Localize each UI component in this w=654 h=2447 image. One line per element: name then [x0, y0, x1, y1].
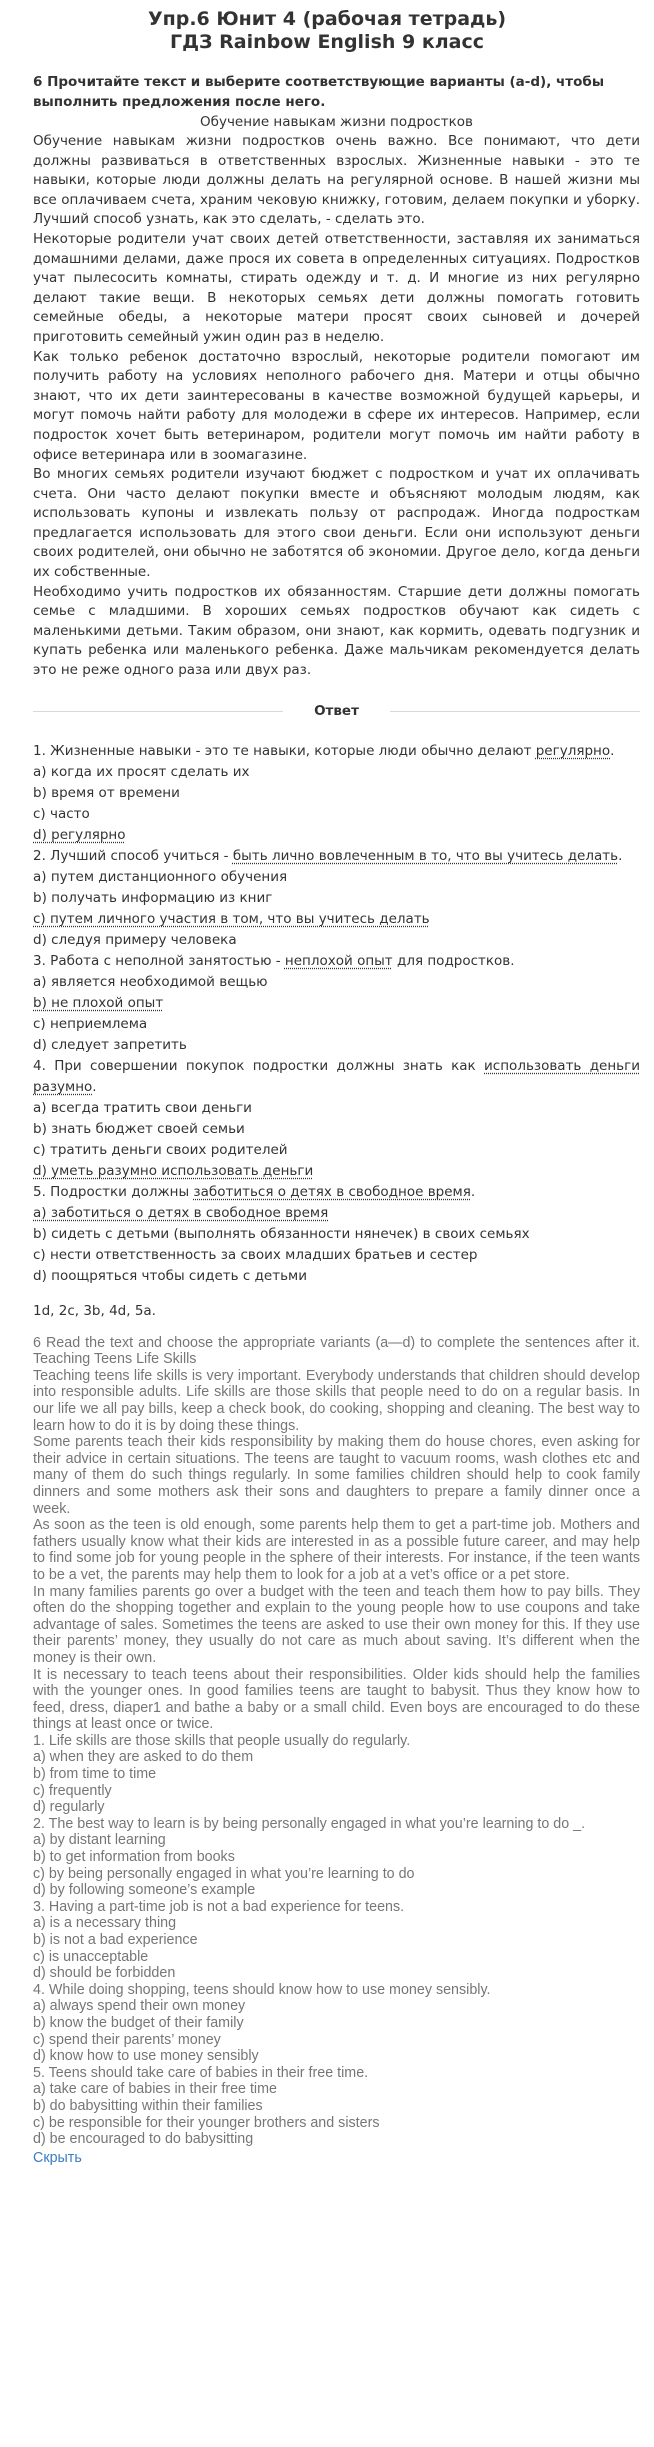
title-line-2: ГДЗ Rainbow English 9 класс [169, 31, 485, 53]
ru-paragraph: Некоторые родители учат своих детей ответственности, заставляя их заниматься домашними делами, даже прося их совета в определенных ситуациях. Подростков учат пылесосить комнаты, стирать одежду и т. д. И многие из них регулярно делают такие вещи. В некоторых семьях дети должны помогать готовить семейные обеды, а некоторые матери просят своих сыновей и дочерей приготовить семейный ужин один раз в неделю. [33, 230, 640, 345]
page-title [0, 8, 654, 54]
answer-option: a) когда их просят сделать их [33, 763, 250, 780]
question-stem-end: . [618, 847, 623, 864]
question-stem: 1. Жизненные навыки - это те навыки, которые люди обычно делают [33, 742, 536, 759]
correct-option: b) не плохой опыт [33, 994, 164, 1011]
answer-option: b) получать информацию из книг [33, 889, 273, 906]
en-question-line: a) by distant learning [33, 1832, 166, 1849]
en-question-line: 2. The best way to learn is by being personally engaged in what you’re learning to do _. [33, 1815, 586, 1832]
answer-option: c) часто [33, 805, 90, 822]
en-paragraph: Teaching teens life skills is very important. Everybody understands that children should develop into responsible adults. Life skills are those skills that people need to do on a regular basis. In our life we all pay bills, keep a check book, do cooking, shopping and cleaning. The best way to learn how to do it is by doing these things. [33, 1367, 640, 1434]
answer-option: b) время от времени [33, 784, 180, 801]
answer-option: a) является необходимой вещью [33, 973, 268, 990]
correct-option: d) регулярно [33, 826, 126, 843]
en-question-line: b) to get information from books [33, 1849, 235, 1866]
question-stem-end: . [470, 1183, 476, 1200]
en-paragraph: As soon as the teen is old enough, some parents help them to get a part-time job. Mothers and fathers usually know what their kids are interested in as a possible future career, and may help to find some job for young people in the sphere of their interests. For instance, if the teen wants to be a vet, the parents may help them to look for a job at a vet’s office or a pet store. [33, 1517, 640, 1583]
en-question-line: a) always spend their own money [33, 1998, 246, 2015]
en-question-line: 3. Having a part-time job is not a bad experience for teens. [33, 1898, 405, 1915]
en-question-line: 4. While doing shopping, teens should know how to use money sensibly. [33, 1981, 491, 1998]
en-question-line: c) spend their parents’ money [33, 2031, 221, 2048]
en-question-line: b) is not a bad experience [33, 1932, 198, 1948]
task-instruction: 6 Прочитайте текст и выберите соответствующие варианты (a-d), чтобы выполнить предложения после него. [33, 74, 605, 110]
ru-paragraph: Необходимо учить подростков их обязанностям. Старшие дети должны помогать семье с младшими. В хороших семьях подростков обучают как сидеть с маленькими детьми. Таким образом, они знают, как кормить, одевать подгузник и купать ребенка или маленького ребенка. Даже мальчикам рекомендуется делать это не реже одного раза или двух раз. [33, 583, 640, 679]
en-question-line: d) know how to use money sensibly [33, 2048, 259, 2065]
question-stem-end: . [610, 742, 615, 759]
question-stem-end: . [92, 1078, 97, 1095]
title-line-1: Упр.6 Юнит 4 (рабочая тетрадь) [147, 8, 507, 30]
correct-option: d) уметь разумно использовать деньги [33, 1162, 314, 1179]
answer-option: b) знать бюджет своей семьи [33, 1120, 245, 1137]
en-question-line: b) know the budget of their family [33, 2014, 244, 2031]
content [0, 72, 654, 2168]
question-key-phrase: быть лично вовлеченным в то, что вы учитесь делать [232, 847, 619, 864]
en-question-line: b) from time to time [33, 1766, 157, 1783]
answer-option: d) поощряться чтобы сидеть с детьми [33, 1267, 307, 1284]
question-key-phrase: использовать деньги разумно [33, 1057, 641, 1095]
answer-question-3 [33, 951, 640, 972]
ru-paragraph: Обучение навыкам жизни подростков очень важно. Все понимают, что дети должны развиваться в ответственных взрослых. Жизненные навыки - это те навыки, которые люди должны делать на регулярной основе. В нашей жизни мы все оплачиваем счета, храним чековую книжку, готовим, делаем покупки и уборку. Лучший способ узнать, как это сделать, - сделать это. [33, 133, 640, 228]
en-question-line: d) should be forbidden [33, 1965, 176, 1982]
answer-label: Ответ [314, 702, 359, 719]
divider-line-right [390, 711, 640, 712]
question-key-phrase: заботиться о детях в свободное время [193, 1183, 471, 1200]
answer-option: d) следует запретить [33, 1036, 187, 1053]
en-question-line: c) frequently [33, 1782, 112, 1799]
en-question-line: a) take care of babies in their free time [33, 2081, 277, 2098]
answer-option: b) сидеть с детьми (выполнять обязанности нянечек) в своих семьях [33, 1225, 530, 1242]
en-question-line: c) by being personally engaged in what you’re learning to do [33, 1865, 415, 1882]
en-question-line: 5. Teens should take care of babies in their free time. [33, 2064, 369, 2081]
answer-option: c) неприемлема [33, 1015, 148, 1032]
hide-link[interactable]: Скрыть [33, 2149, 82, 2166]
question-stem: 3. Работа с неполной занятостью - [33, 952, 285, 969]
short-answer: 1d, 2c, 3b, 4d, 5a. [33, 1302, 156, 1319]
answer-option: d) следуя примеру человека [33, 931, 237, 948]
ru-paragraph: Во многих семьях родители изучают бюджет с подростком и учат их оплачивать счета. Они часто делают покупки вместе и объясняют молодым людям, как использовать купоны и извлекать пользу от распродаж. Иногда подросткам предлагается использовать для этого свои деньги. Если они используют деньги своих родителей, они обычно не заботятся об экономии. Другое дело, когда деньги их собственные. [33, 466, 640, 581]
answer-option: a) путем дистанционного обучения [33, 868, 288, 885]
answer-question-2 [33, 846, 640, 867]
answer-question-4 [33, 1056, 640, 1098]
en-question-line: d) be encouraged to do babysitting [33, 2131, 254, 2148]
en-question-line: d) regularly [33, 1799, 105, 1816]
question-key-phrase: неплохой опыт [284, 952, 393, 969]
answer-option: c) тратить деньги своих родителей [33, 1141, 288, 1158]
correct-option: a) заботиться о детях в свободное время [33, 1204, 329, 1221]
en-question-line: c) be responsible for their younger brothers and sisters [33, 2114, 380, 2131]
en-question-line: c) is unacceptable [33, 1948, 149, 1965]
en-paragraph: In many families parents go over a budget with the teen and teach them how to pay bills. They often do the shopping together and explain to the young people how to use coupons and take advantage of sales. Sometimes the teens are asked to use their own money for this. If they use their parents’ money, they usually do not care as much about saving. It’s different when the money is their own. [33, 1583, 640, 1666]
answer-divider [33, 701, 640, 721]
en-question-line: d) by following someone’s example [33, 1882, 256, 1899]
answer-option: c) нести ответственность за своих младших братьев и сестер [33, 1246, 478, 1263]
en-question-line: a) is a necessary thing [33, 1915, 177, 1932]
en-paragraph: Some parents teach their kids responsibility by making them do house chores, even asking for their advice in certain situations. The teens are taught to vacuum rooms, wash clothes etc and many of them do such things regularly. In some families children should help to cook family dinners and some mothers ask their sons and daughters to prepare a family dinner once a week. [33, 1434, 640, 1517]
en-question-line: b) do babysitting within their families [33, 2097, 263, 2114]
question-stem-end: для подростков. [392, 952, 515, 969]
question-stem: 4. При совершении покупок подростки должны знать как [33, 1057, 485, 1074]
en-question-line: a) when they are asked to do them [33, 1749, 254, 1766]
text-title: Обучение навыкам жизни подростков [200, 114, 473, 130]
answer-question-5 [33, 1182, 640, 1203]
question-key-phrase: регулярно [535, 742, 611, 759]
en-instruction: 6 Read the text and choose the appropriate variants (a—d) to complete the sentences after it. Teaching Teens Life Skills [33, 1334, 640, 1368]
ru-paragraph: Как только ребенок достаточно взрослый, некоторые родители помогают им получить работу на условиях неполного рабочего дня. Матери и отцы обычно знают, что их дети заинтересованы в качестве возможной будущей карьеры, и могут помочь найти работу для молодежи в сфере их интересов. Например, если подросток хочет быть ветеринаром, родители могут помочь им найти работу в офисе ветеринара или в зоомагазине. [33, 348, 640, 463]
en-question-line: 1. Life skills are those skills that people usually do regularly. [33, 1732, 411, 1749]
answer-option: a) всегда тратить свои деньги [33, 1099, 252, 1116]
question-stem: 2. Лучший способ учиться - [33, 847, 233, 864]
answer-question-1 [33, 741, 640, 762]
english-section [33, 1335, 640, 2148]
correct-option: c) путем личного участия в том, что вы учитесь делать [33, 910, 430, 927]
question-stem: 5. Подростки должны [33, 1183, 194, 1200]
en-paragraph: It is necessary to teach teens about their responsibilities. Older kids should help the families with the younger ones. In good families teens are taught to babysit. Thus they know how to feed, dress, diaper1 and bathe a baby or a small child. Even boys are encouraged to do these things at least once or twice. [33, 1666, 640, 1733]
